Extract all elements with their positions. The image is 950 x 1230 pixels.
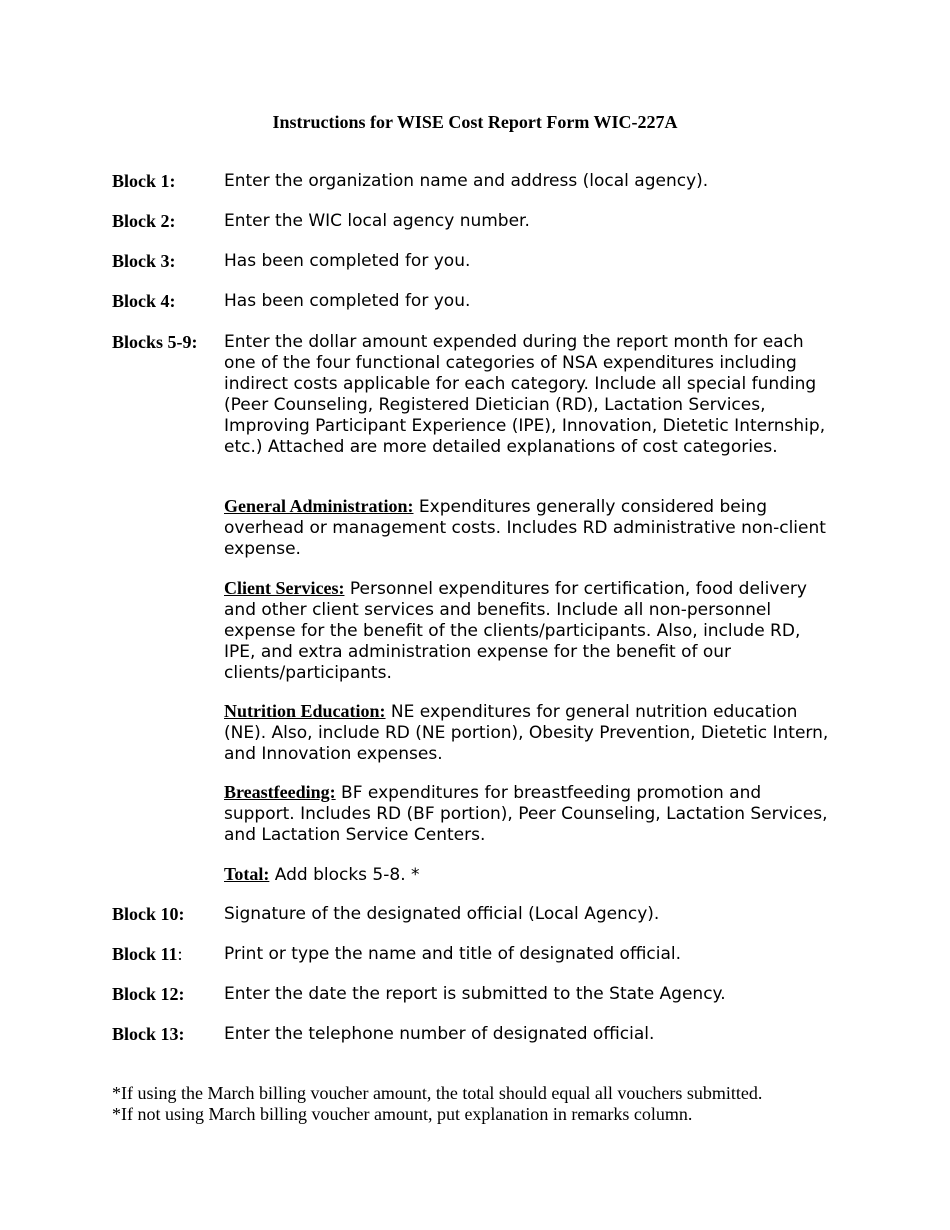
block-text: Signature of the designated official (Local Agency). xyxy=(224,904,660,924)
block-text: Has been completed for you. xyxy=(224,251,471,271)
block-text: Enter the organization name and address (local agency). xyxy=(224,171,709,191)
block-label: Block 2: xyxy=(112,211,176,231)
block-label-colon: : xyxy=(177,944,183,964)
category-client-services xyxy=(224,578,836,684)
block-text: Enter the telephone number of designated official. xyxy=(224,1024,655,1044)
block-label: Block 1: xyxy=(112,171,176,191)
block-label: Block 3: xyxy=(112,251,176,271)
block-text: Has been completed for you. xyxy=(224,291,471,311)
block-label-text: Block 11 xyxy=(112,944,178,964)
category-heading: Client Services: xyxy=(224,578,345,598)
block-text: Enter the WIC local agency number. xyxy=(224,211,530,231)
block-label: Blocks 5-9: xyxy=(112,332,198,352)
category-text: BF expenditures for breastfeeding promotion and support. Includes RD (BF portion), Peer Counseling, Lactation Services, and Lactation Service Centers. xyxy=(224,783,828,845)
category-heading: General Administration: xyxy=(224,496,414,516)
category-text: NE expenditures for general nutrition education (NE). Also, include RD (NE portion), Obesity Prevention, Dietetic Intern, and Innovation expenses. xyxy=(224,702,829,764)
category-breastfeeding xyxy=(224,782,836,846)
footnote-2: *If not using March billing voucher amount, put explanation in remarks column. xyxy=(112,1104,693,1124)
block-label xyxy=(112,944,183,965)
category-heading: Nutrition Education: xyxy=(224,701,386,721)
category-text: Expenditures generally considered being overhead or management costs. Includes RD administrative non-client expense. xyxy=(224,497,826,559)
category-nutrition-education xyxy=(224,701,836,765)
page-title: Instructions for WISE Cost Report Form WIC-227A xyxy=(272,112,678,132)
block-label: Block 4: xyxy=(112,291,176,311)
category-total xyxy=(224,864,836,886)
category-heading: Breastfeeding: xyxy=(224,782,336,802)
category-text: Add blocks 5-8. * xyxy=(269,865,420,885)
block-text: Print or type the name and title of designated official. xyxy=(224,944,681,964)
block-text: Enter the dollar amount expended during the report month for each one of the four functional categories of NSA expenditures including indirect costs applicable for each category. Include all special funding (Peer Counseling, Registered Dietician (RD), Lactation Services, Improving Participant Experience (IPE), Innovation, Dietetic Internship, etc.) Attached are more detailed explanations of cost categories. xyxy=(224,332,826,457)
footnote-1: *If using the March billing voucher amount, the total should equal all vouchers submitted. xyxy=(112,1083,763,1103)
category-heading: Total: xyxy=(224,864,270,884)
category-general-administration xyxy=(224,496,836,560)
block-label: Block 12: xyxy=(112,984,185,1004)
block-text: Enter the date the report is submitted to the State Agency. xyxy=(224,984,726,1004)
block-label: Block 10: xyxy=(112,904,185,924)
category-text: Personnel expenditures for certification, food delivery and other client services and benefits. Include all non-personnel expense for the benefit of the clients/participants. Also, include RD, IPE, and extra administration expense for the benefit of our clients/participants. xyxy=(224,579,807,683)
block-label: Block 13: xyxy=(112,1024,185,1044)
